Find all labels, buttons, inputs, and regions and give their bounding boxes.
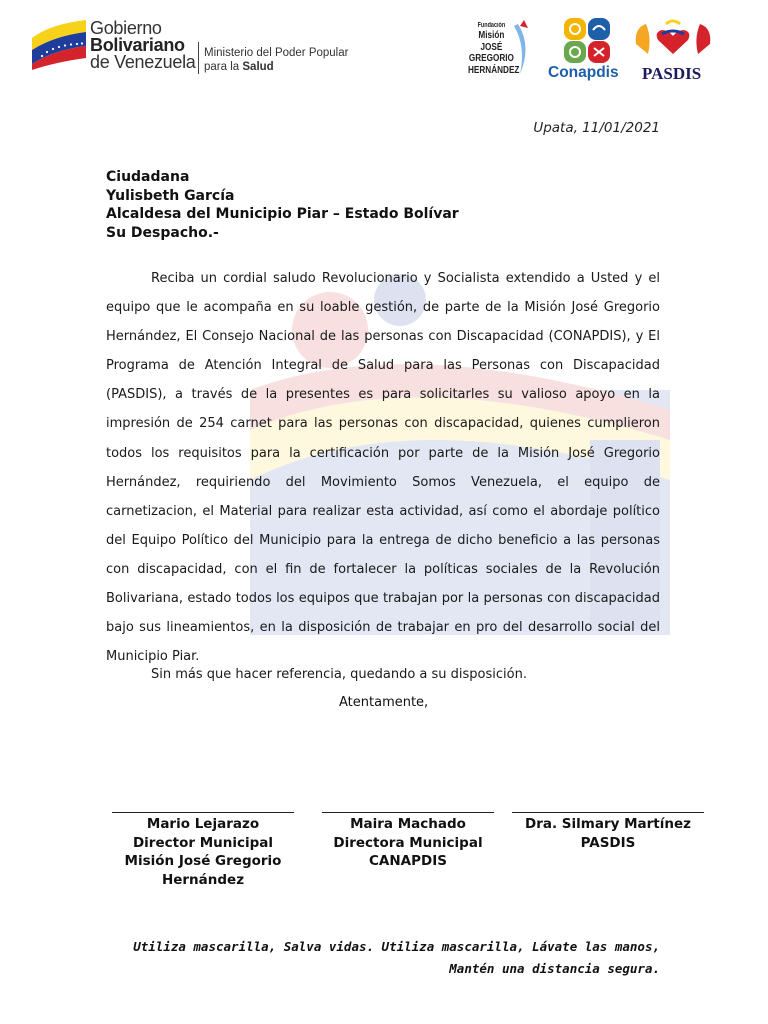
signature-line xyxy=(112,812,294,813)
mision-logo-line: GREGORIO xyxy=(468,52,514,64)
signature-text: Dra. Silmary Martínez xyxy=(524,816,692,832)
addressee-line: Alcaldesa del Municipio Piar – Estado Bolívar xyxy=(106,206,459,222)
signature-block-1 xyxy=(112,812,294,889)
signature-text: CANAPDIS xyxy=(369,853,447,869)
body-paragraph-1: Reciba un cordial saludo Revolucionario y Socialista extendido a Usted y el equipo que le acompaña en su loable gestión, de parte de la Misión José Gregorio Hernández, El Consejo Nacional de las personas con Discapacidad (CONAPDIS), y El Programa de Atención Integral de Salud para las Personas con Discapacidad (PASDIS), a través de la presentes es para solicitarles su valioso apoyo en la impresión de 254 carnet para las personas con discapacidad, quienes cumplieron todos los requisitos para la certificación por parte de la Misión José Gregorio Hernández, requiriendo del Movimiento Somos Venezuela, el equipo de carnetizacion, el Material para realizar esta actividad, así como el abordaje político del Equipo Político del Municipio para la entrega de dicho beneficio a las personas con discapacidad, con el fin de fortalecer la políticas sociales de la Revolución Bolivariana, estado todos los equipos que trabajan por la personas con discapacidad bajo sus lineamientos, en la disposición de trabajar en pro del desarrollo social del Municipio Piar. xyxy=(106,271,660,665)
venezuela-flag-icon xyxy=(30,18,88,70)
signature-text: Hernández xyxy=(161,871,245,888)
signature-text: Misión José Gregorio xyxy=(124,853,282,869)
pasdis-logo xyxy=(632,14,714,84)
ministry-line-2-prefix: para la xyxy=(204,61,240,73)
pasdis-hands-heart-icon xyxy=(632,14,714,64)
mision-logo-line: HERNÁNDEZ xyxy=(468,63,520,76)
ministry-name xyxy=(204,46,348,74)
header-divider xyxy=(198,42,199,74)
signature-text: Mario Lejarazo xyxy=(146,816,260,832)
mision-logo-text xyxy=(468,22,520,76)
addressee-line: Yulisbeth García xyxy=(106,187,235,204)
addressee-line: Ciudadana xyxy=(106,169,190,185)
gov-line-1: Gobierno xyxy=(90,18,162,38)
footer-line-2: Mantén una distancia segura. xyxy=(449,961,660,976)
pasdis-name: PASDIS xyxy=(642,64,702,83)
closing-text: Atentamente, xyxy=(339,695,429,710)
addressee-block xyxy=(106,168,459,242)
mision-logo-line: Fundación xyxy=(477,22,506,29)
signature-text: Directora Municipal xyxy=(333,834,483,851)
addressee-line: Su Despacho.- xyxy=(106,224,219,241)
signature-block-3 xyxy=(512,812,704,852)
signature-line xyxy=(512,812,704,813)
ministry-line-1: Ministerio del Poder Popular xyxy=(204,47,349,59)
ministry-line-2-bold: Salud xyxy=(242,61,274,73)
health-footer-message xyxy=(120,936,660,980)
signature-text: Director Municipal xyxy=(132,834,274,851)
government-logo-text xyxy=(90,20,196,71)
footer-line-1: Utiliza mascarilla, Salva vidas. Utiliza mascarilla, Lávate las manos, xyxy=(133,939,660,954)
signature-line xyxy=(322,812,494,813)
signature-block-2 xyxy=(322,812,494,871)
conapdis-logo xyxy=(548,14,630,84)
mision-jose-gregorio-logo xyxy=(462,16,542,78)
ministry-line-2 xyxy=(204,60,348,74)
conapdis-symbols-icon xyxy=(548,14,630,64)
letter-date: Upata, 11/01/2021 xyxy=(533,120,660,136)
body-paragraph-2: Sin más que hacer referencia, quedando a su disposición. xyxy=(151,667,527,682)
signature-text: Maira Machado xyxy=(350,816,466,832)
mision-logo-line: Misión JOSÉ xyxy=(478,29,505,53)
conapdis-name: Conapdis xyxy=(548,64,619,81)
gov-line-3: de Venezuela xyxy=(90,52,196,72)
signature-text: PASDIS xyxy=(580,834,636,851)
gov-line-2: Bolivariano xyxy=(90,35,185,55)
